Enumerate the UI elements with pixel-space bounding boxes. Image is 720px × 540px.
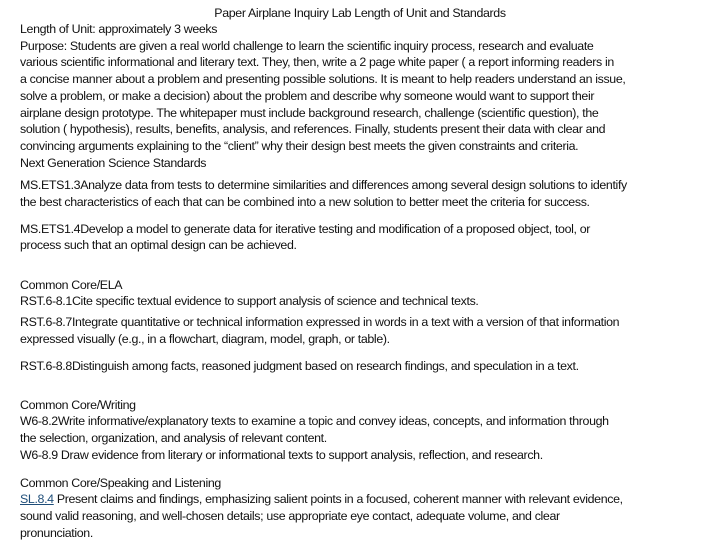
purpose-line: airplane design prototype. The whitepaper must include background research, challenge (scientific question), the (20, 106, 599, 120)
purpose-line: solution ( hypothesis), results, benefits, analysis, and references. Finally, students present their data with clear and (20, 122, 606, 136)
standard-w-2: the selection, organization, and analysis of relevant content. (20, 431, 327, 445)
ngss-heading: Next Generation Science Standards (20, 156, 207, 170)
standard-ets1-3: MS.ETS1.3Analyze data from tests to determine similarities and differences among several design solutions to identify (20, 178, 627, 192)
standard-sl-8-4: sound valid reasoning, and well-chosen details; use appropriate eye contact, adequate volume, and clear (20, 509, 560, 523)
standard-sl-8-4 (20, 492, 623, 506)
standard-ets1-3: the best characteristics of each that can be combined into a new solution to better meet the criteria for success. (20, 195, 590, 209)
ela-heading: Common Core/ELA (20, 278, 123, 292)
purpose-line: various scientific informational and literary text. They, then, write a 2 page white paper ( a report informing readers in (20, 55, 614, 69)
purpose-line: convincing arguments explaining to the “client” why their design best meets the given constraints and criteria. (20, 139, 579, 153)
standard-rst-1: RST.6-8.1Cite specific textual evidence to support analysis of science and technical texts. (20, 294, 479, 308)
standard-rst-7: expressed visually (e.g., in a flowchart, diagram, model, graph, or table). (20, 332, 390, 346)
writing-heading: Common Core/Writing (20, 398, 136, 412)
standard-ets1-4: process such that an optimal design can be achieved. (20, 238, 297, 252)
purpose-line: Purpose: Students are given a real world challenge to learn the scientific inquiry process, research and evaluate (20, 39, 594, 53)
sl-text: Present claims and findings, emphasizing salient points in a focused, coherent manner with relevant evidence, (53, 492, 623, 506)
standard-rst-7: RST.6-8.7Integrate quantitative or technical information expressed in words in a text with a version of that information (20, 315, 620, 329)
length-of-unit: Length of Unit: approximately 3 weeks (20, 22, 218, 36)
standard-rst-8: RST.6-8.8Distinguish among facts, reasoned judgment based on research findings, and speculation in a text. (20, 359, 579, 373)
document-title: Paper Airplane Inquiry Lab Length of Unit and Standards (214, 6, 506, 20)
speaking-listening-heading: Common Core/Speaking and Listening (20, 476, 221, 490)
standard-w-9: W6-8.9 Draw evidence from literary or informational texts to support analysis, reflection, and research. (20, 448, 543, 462)
sl-8-4-link[interactable]: SL.8.4 (20, 492, 54, 506)
standard-w-2: W6-8.2Write informative/explanatory texts to examine a topic and convey ideas, concepts, and information through (20, 414, 609, 428)
standard-ets1-4: MS.ETS1.4Develop a model to generate data for iterative testing and modification of a proposed object, tool, or (20, 222, 591, 236)
standard-sl-8-4: pronunciation. (20, 526, 93, 540)
purpose-line: a concise manner about a problem and presenting possible solutions. It is meant to help readers understand an issue, (20, 72, 626, 86)
purpose-line: solve a problem, or make a decision) about the problem and describe why someone would want to support their (20, 89, 595, 103)
